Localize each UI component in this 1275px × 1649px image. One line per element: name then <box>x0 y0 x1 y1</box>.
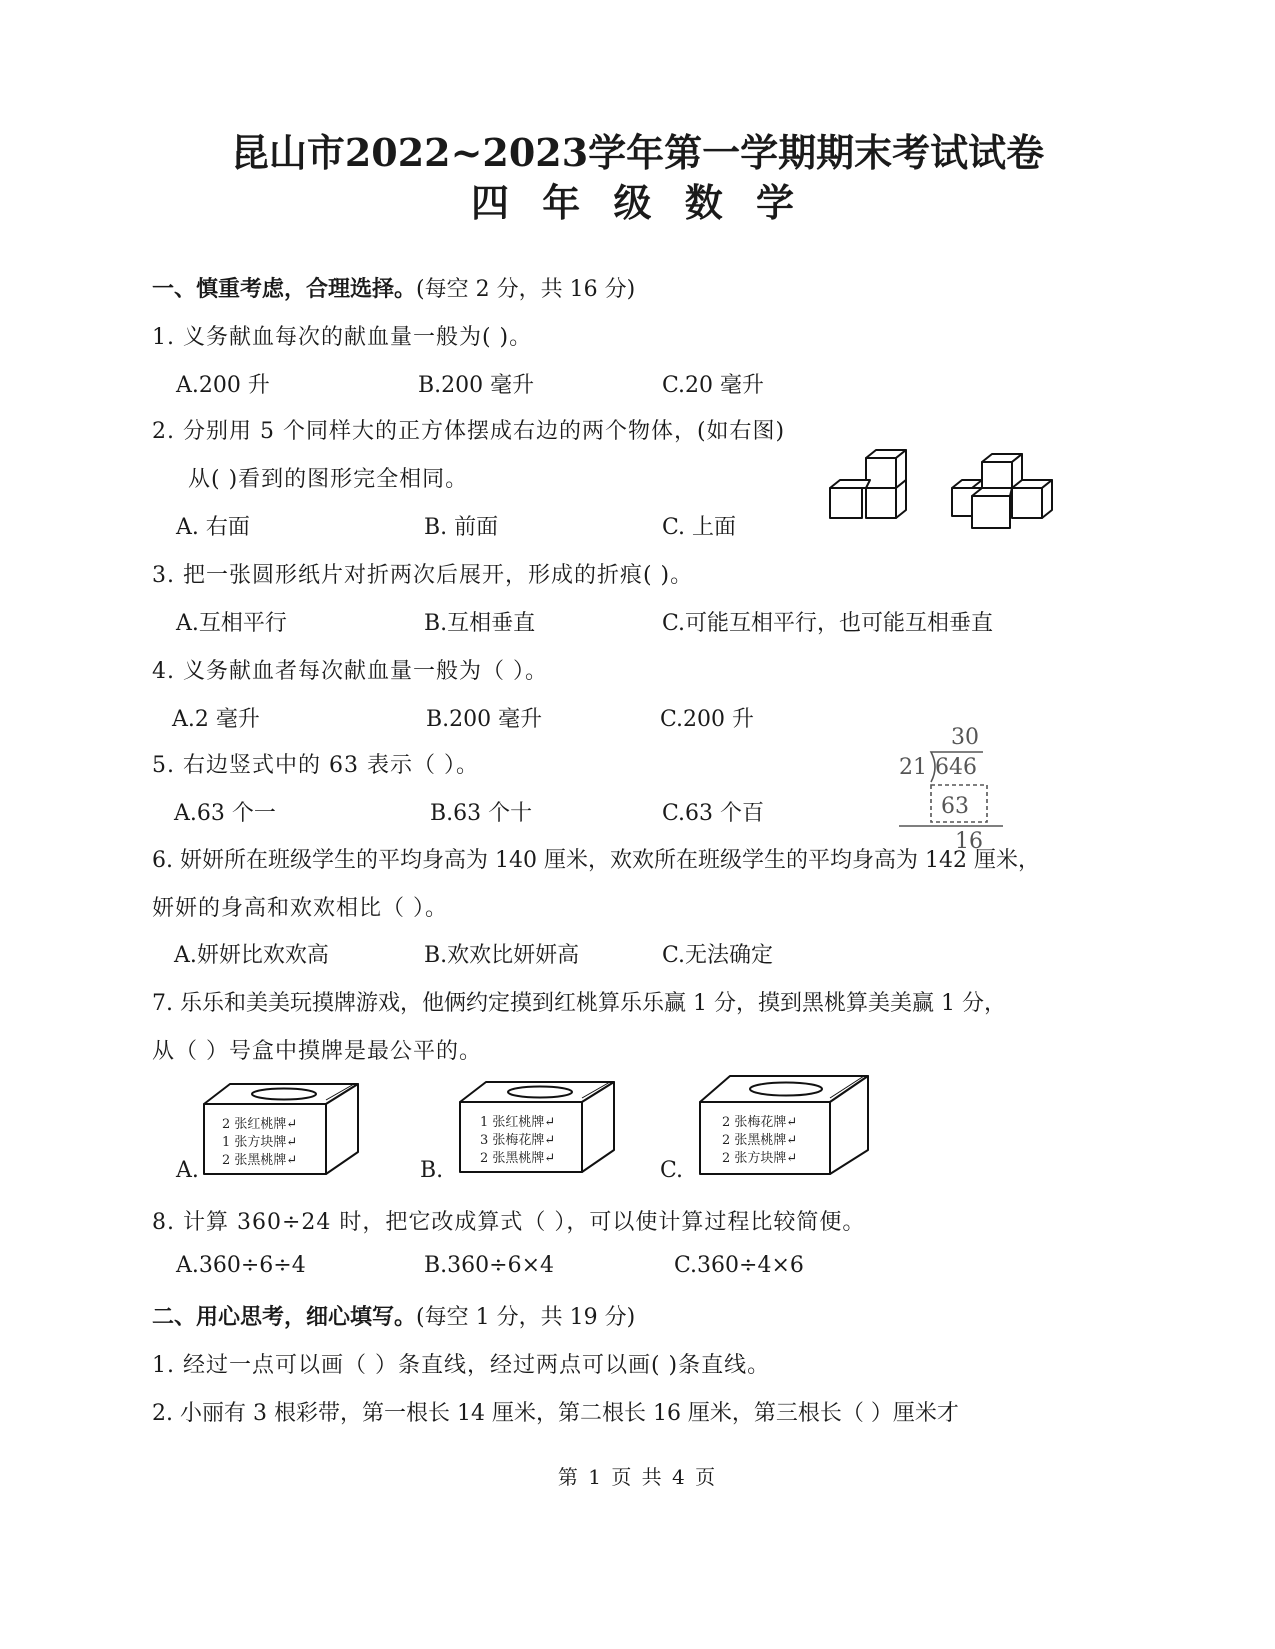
question-6-line-2: 妍妍的身高和欢欢相比（ ）。 <box>152 896 448 921</box>
q3-option-a: A.互相平行 <box>176 611 287 636</box>
q4-option-b: B.200 毫升 <box>426 707 543 732</box>
question-2-line-2: 从( )看到的图形完全相同。 <box>188 467 469 492</box>
card-box-c <box>696 1074 872 1178</box>
question-1: 1. 义务献血每次的献血量一般为( )。 <box>152 325 533 350</box>
q4-option-a: A.2 毫升 <box>172 707 260 732</box>
q7-option-a-label: A. <box>176 1158 199 1183</box>
box-b-line-1: 1 张红桃牌↵ <box>480 1115 556 1130</box>
question-7-line-2: 从（ ）号盒中摸牌是最公平的。 <box>152 1039 482 1064</box>
division-remainder: 16 <box>955 829 983 854</box>
section-2-note: (每空 1 分，共 19 分) <box>416 1305 636 1330</box>
section-2-title: 二、用心思考，细心填写。 <box>152 1304 417 1330</box>
division-quotient: 30 <box>951 725 979 750</box>
card-box-a <box>200 1082 362 1178</box>
cube-figure-2 <box>950 450 1054 530</box>
q7-option-b-label: B. <box>420 1158 444 1183</box>
q8-option-b: B.360÷6×4 <box>424 1253 555 1278</box>
division-divisor: 21 <box>899 755 927 780</box>
q4-option-c: C.200 升 <box>660 707 755 732</box>
q2-option-c: C. 上面 <box>662 515 737 540</box>
section-2-question-1: 1. 经过一点可以画（ ）条直线，经过两点可以画( )条直线。 <box>152 1353 771 1378</box>
box-c-line-1: 2 张梅花牌↵ <box>722 1115 798 1130</box>
box-a-line-1: 2 张红桃牌↵ <box>222 1117 298 1132</box>
q1-option-a: A.200 升 <box>176 373 270 398</box>
q5-option-c: C.63 个百 <box>662 801 765 826</box>
q7-option-c-label: C. <box>660 1158 684 1183</box>
question-3: 3. 把一张圆形纸片对折两次后展开，形成的折痕( )。 <box>152 563 694 588</box>
question-7: 7. 乐乐和美美玩摸牌游戏，他俩约定摸到红桃算乐乐赢 1 分，摸到黑桃算美美赢 1 分， <box>152 991 1006 1016</box>
question-6: 6. 妍妍所在班级学生的平均身高为 140 厘米，欢欢所在班级学生的平均身高为 142 厘米， <box>152 848 1040 873</box>
page-subtitle: 四 年 级 数 学 <box>471 180 804 225</box>
section-2-question-2: 2. 小丽有 3 根彩带，第一根长 14 厘米，第二根长 16 厘米，第三根长（ ）厘米才 <box>152 1401 959 1426</box>
page-footer: 第 1 页 共 4 页 <box>557 1465 718 1489</box>
section-1-heading <box>152 272 635 303</box>
box-a-line-2: 1 张方块牌↵ <box>222 1135 298 1150</box>
card-box-b <box>456 1080 618 1176</box>
q5-option-a: A.63 个一 <box>174 801 276 826</box>
question-8: 8. 计算 360÷24 时，把它改成算式（ ），可以使计算过程比较简便。 <box>152 1210 866 1235</box>
box-c-line-2: 2 张黑桃牌↵ <box>722 1133 798 1148</box>
division-dividend: 646 <box>935 755 977 780</box>
q1-option-b: B.200 毫升 <box>418 373 535 398</box>
question-2: 2. 分别用 5 个同样大的正方体摆成右边的两个物体，(如右图) <box>152 419 786 444</box>
page-title: 昆山市2022~2023学年第一学期期末考试试卷 <box>230 130 1045 175</box>
section-1-note: (每空 2 分，共 16 分) <box>416 277 636 302</box>
q3-option-c: C.可能互相平行，也可能互相垂直 <box>662 611 994 636</box>
q6-option-b: B.欢欢比妍妍高 <box>424 943 580 968</box>
box-b-line-2: 3 张梅花牌↵ <box>480 1133 556 1148</box>
section-1-title: 一、慎重考虑，合理选择。 <box>152 276 417 302</box>
q8-option-c: C.360÷4×6 <box>674 1253 804 1278</box>
long-division-figure <box>895 722 1015 852</box>
q6-option-c: C.无法确定 <box>662 943 774 968</box>
q6-option-a: A.妍妍比欢欢高 <box>174 943 329 968</box>
q5-option-b: B.63 个十 <box>430 801 533 826</box>
box-b-line-3: 2 张黑桃牌↵ <box>480 1151 556 1166</box>
box-c-line-3: 2 张方块牌↵ <box>722 1151 798 1166</box>
question-4: 4. 义务献血者每次献血量一般为（ ）。 <box>152 659 548 684</box>
section-2-heading <box>152 1300 635 1331</box>
box-a-line-3: 2 张黑桃牌↵ <box>222 1153 298 1168</box>
q1-option-c: C.20 毫升 <box>662 373 765 398</box>
cube-figure-1 <box>828 446 912 526</box>
q3-option-b: B.互相垂直 <box>424 611 536 636</box>
question-5: 5. 右边竖式中的 63 表示（ ）。 <box>152 753 479 778</box>
q2-option-b: B. 前面 <box>424 515 499 540</box>
q8-option-a: A.360÷6÷4 <box>176 1253 306 1278</box>
division-product: 63 <box>941 794 969 819</box>
q2-option-a: A. 右面 <box>176 515 250 540</box>
